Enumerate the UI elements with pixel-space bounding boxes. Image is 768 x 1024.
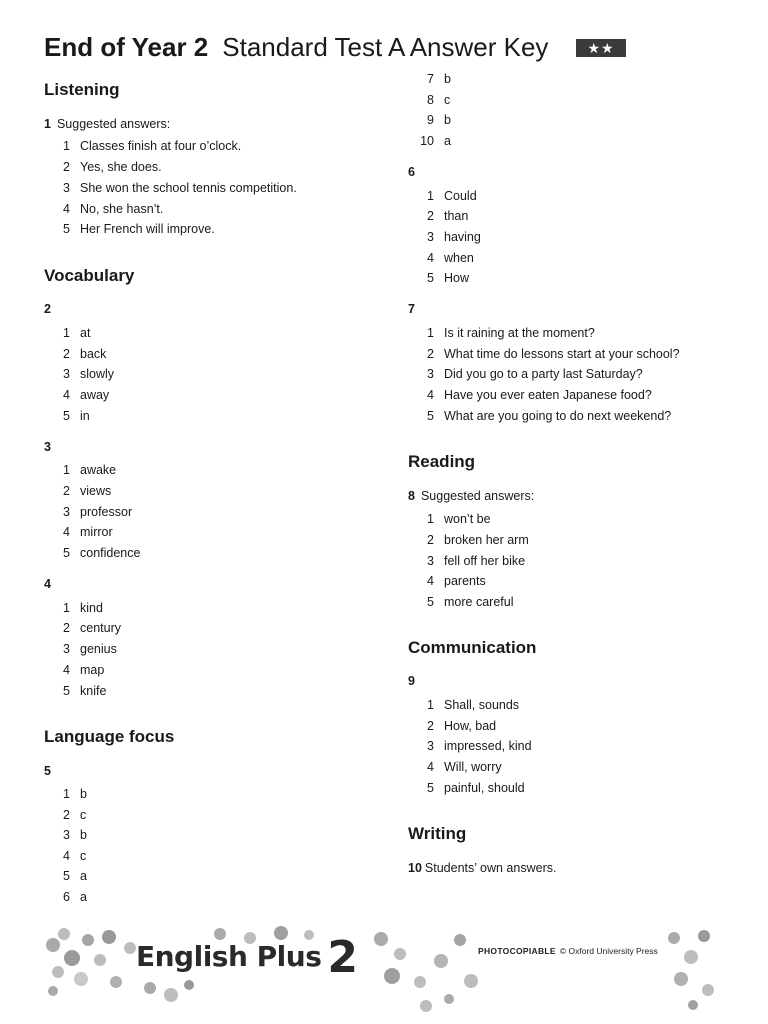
answer-number: 3 <box>63 505 70 519</box>
answer-number: 3 <box>63 181 70 195</box>
answer-item <box>44 888 87 906</box>
answer-item <box>408 324 595 342</box>
answer-text: b <box>444 113 451 127</box>
answer-text: What are you going to do next weekend? <box>444 409 672 423</box>
answer-item <box>408 572 486 590</box>
answer-text: professor <box>80 505 133 519</box>
answer-item <box>44 345 106 363</box>
section-heading-reading: Reading <box>408 452 476 471</box>
answer-text: parents <box>444 574 486 588</box>
answer-text: won’t be <box>444 512 491 526</box>
answer-number: 1 <box>63 326 70 340</box>
english-plus-logo <box>136 932 358 983</box>
answer-text: in <box>80 409 90 423</box>
answer-number: 2 <box>63 621 70 635</box>
answer-text: awake <box>80 463 117 477</box>
answer-number: 3 <box>63 642 70 656</box>
answer-item <box>408 269 469 287</box>
answer-text: b <box>80 787 87 801</box>
difficulty-stars-badge: ★★ <box>576 39 626 57</box>
answer-number: 5 <box>427 271 434 285</box>
answer-number: 4 <box>63 525 70 539</box>
answer-text: How, bad <box>444 719 497 733</box>
answer-text: Classes finish at four o’clock. <box>80 139 242 153</box>
answer-number: 2 <box>427 209 434 223</box>
answer-item <box>44 461 116 479</box>
answer-item <box>408 779 525 797</box>
page-title <box>44 30 548 64</box>
answer-item <box>44 682 106 700</box>
answer-text: Yes, she does. <box>80 160 162 174</box>
answer-item <box>44 523 113 541</box>
answer-item <box>408 228 481 246</box>
answer-text: painful, should <box>444 781 525 795</box>
question-6-number: 6 <box>408 165 415 179</box>
answer-number: 4 <box>427 574 434 588</box>
answer-text: a <box>80 869 87 883</box>
question-5-number: 5 <box>44 764 51 778</box>
answer-text: map <box>80 663 105 677</box>
answer-item <box>408 717 496 735</box>
section-heading-listening: Listening <box>44 80 120 99</box>
answer-number: 5 <box>63 869 70 883</box>
title-lead: End of Year 2 <box>44 32 209 62</box>
answer-text: Could <box>444 189 477 203</box>
footer <box>44 924 726 1024</box>
answer-text: Have you ever eaten Japanese food? <box>444 388 652 402</box>
answer-number: 10 <box>420 134 434 148</box>
answer-item <box>44 324 90 342</box>
answer-text: than <box>444 209 469 223</box>
answer-item <box>408 365 643 383</box>
answer-number: 3 <box>427 230 434 244</box>
publisher-credit: © Oxford University Press <box>559 946 658 956</box>
answer-item <box>408 249 474 267</box>
answer-text: What time do lessons start at your school? <box>444 347 680 361</box>
answer-number: 5 <box>63 409 70 423</box>
answer-text: b <box>80 828 87 842</box>
answer-text: How <box>444 271 470 285</box>
answer-text: c <box>444 93 451 107</box>
answer-text: c <box>80 808 87 822</box>
question-1 <box>44 115 170 133</box>
answer-text: Her French will improve. <box>80 222 215 236</box>
answer-number: 1 <box>63 139 70 153</box>
answer-text: at <box>80 326 91 340</box>
answer-number: 1 <box>427 698 434 712</box>
answer-number: 8 <box>427 93 434 107</box>
answer-text: more careful <box>444 595 514 609</box>
answer-item <box>44 826 87 844</box>
answer-number: 4 <box>63 388 70 402</box>
answer-item <box>44 137 241 155</box>
answer-item <box>44 619 121 637</box>
question-2-number: 2 <box>44 302 51 316</box>
answer-item <box>44 867 87 885</box>
answer-number: 4 <box>63 663 70 677</box>
title-sub: Standard Test A Answer Key <box>222 32 549 62</box>
answer-item <box>408 91 450 109</box>
answer-text: century <box>80 621 121 635</box>
answer-number: 1 <box>63 787 70 801</box>
answer-item <box>44 407 90 425</box>
answer-text: No, she hasn’t. <box>80 202 164 216</box>
answer-text: b <box>444 72 451 86</box>
answer-number: 3 <box>427 367 434 381</box>
answer-item <box>44 661 104 679</box>
answer-item <box>408 758 502 776</box>
answer-number: 1 <box>63 601 70 615</box>
answer-number: 9 <box>427 113 434 127</box>
answer-text: impressed, kind <box>444 739 532 753</box>
answer-number: 1 <box>427 512 434 526</box>
answer-text: kind <box>80 601 103 615</box>
answer-item <box>44 386 109 404</box>
answer-item <box>408 531 529 549</box>
question-intro: Suggested answers: <box>420 489 535 503</box>
answer-text: when <box>444 251 474 265</box>
answer-item <box>408 111 451 129</box>
answer-number: 2 <box>427 533 434 547</box>
answer-text: broken her arm <box>444 533 529 547</box>
answer-item <box>408 552 525 570</box>
answer-number: 2 <box>63 160 70 174</box>
answer-number: 5 <box>427 595 434 609</box>
answer-item <box>408 593 513 611</box>
answer-item <box>44 785 87 803</box>
photocopiable-notice <box>478 946 658 956</box>
answer-number: 4 <box>427 760 434 774</box>
answer-number: 5 <box>63 684 70 698</box>
answer-item <box>44 220 215 238</box>
section-heading-language-focus: Language focus <box>44 727 175 746</box>
section-heading-writing: Writing <box>408 824 467 843</box>
answer-item <box>408 187 477 205</box>
answer-text: a <box>80 890 87 904</box>
answer-item <box>44 544 140 562</box>
answer-number: 1 <box>427 189 434 203</box>
answer-number: 2 <box>427 719 434 733</box>
answer-number: 5 <box>63 222 70 236</box>
answer-item <box>408 696 519 714</box>
answer-number: 5 <box>427 409 434 423</box>
question-4-number: 4 <box>44 577 51 591</box>
section-heading-vocabulary: Vocabulary <box>44 266 135 285</box>
answer-item <box>408 70 451 88</box>
answer-number: 4 <box>427 388 434 402</box>
answer-number: 5 <box>427 781 434 795</box>
answer-number: 2 <box>427 347 434 361</box>
question-number: 10 <box>408 861 422 875</box>
answer-number: 3 <box>427 554 434 568</box>
photocopiable-label: PHOTOCOPIABLE <box>478 946 556 956</box>
answer-number: 1 <box>63 463 70 477</box>
answer-text: Did you go to a party last Saturday? <box>444 367 643 381</box>
answer-text: Shall, sounds <box>444 698 520 712</box>
answer-number: 2 <box>63 808 70 822</box>
answer-text: views <box>80 484 112 498</box>
answer-item <box>44 482 111 500</box>
answer-item <box>44 847 86 865</box>
answer-item <box>408 132 451 150</box>
answer-number: 5 <box>63 546 70 560</box>
question-9-number: 9 <box>408 674 415 688</box>
answer-item <box>44 158 162 176</box>
answer-item <box>44 200 163 218</box>
answer-text: back <box>80 347 107 361</box>
answer-text: confidence <box>80 546 141 560</box>
answer-number: 4 <box>63 202 70 216</box>
question-3-number: 3 <box>44 440 51 454</box>
answer-text: c <box>80 849 87 863</box>
answer-number: 1 <box>427 326 434 340</box>
answer-item <box>408 510 491 528</box>
answer-item <box>44 365 114 383</box>
answer-item <box>44 806 86 824</box>
answer-number: 3 <box>427 739 434 753</box>
answer-text: Will, worry <box>444 760 502 774</box>
answer-number: 4 <box>63 849 70 863</box>
answer-number: 6 <box>63 890 70 904</box>
logo-number: 2 <box>327 932 358 983</box>
answer-text: a <box>444 134 451 148</box>
answer-item <box>408 345 680 363</box>
answer-number: 2 <box>63 347 70 361</box>
answer-text: slowly <box>80 367 115 381</box>
answer-text: fell off her bike <box>444 554 526 568</box>
answer-item <box>408 737 532 755</box>
answer-item <box>408 386 652 404</box>
question-number: 8 <box>408 489 415 503</box>
answer-text: genius <box>80 642 117 656</box>
question-10 <box>408 859 556 877</box>
answer-number: 3 <box>63 828 70 842</box>
question-intro: Suggested answers: <box>56 117 171 131</box>
question-number: 1 <box>44 117 51 131</box>
answer-item <box>44 599 103 617</box>
answer-item <box>44 503 132 521</box>
answer-number: 4 <box>427 251 434 265</box>
answer-text: mirror <box>80 525 113 539</box>
answer-text: knife <box>80 684 107 698</box>
answer-item <box>408 207 468 225</box>
section-heading-communication: Communication <box>408 638 537 657</box>
answer-text: She won the school tennis competition. <box>80 181 297 195</box>
answer-item <box>44 179 297 197</box>
logo-text: English Plus <box>136 940 322 973</box>
answer-text: Is it raining at the moment? <box>444 326 595 340</box>
answer-item <box>408 407 671 425</box>
question-7-number: 7 <box>408 302 415 316</box>
question-text: Students’ own answers. <box>424 861 557 875</box>
answer-item <box>44 640 117 658</box>
answer-text: having <box>444 230 481 244</box>
answer-number: 2 <box>63 484 70 498</box>
question-8 <box>408 487 534 505</box>
answer-number: 3 <box>63 367 70 381</box>
answer-number: 7 <box>427 72 434 86</box>
answer-text: away <box>80 388 110 402</box>
